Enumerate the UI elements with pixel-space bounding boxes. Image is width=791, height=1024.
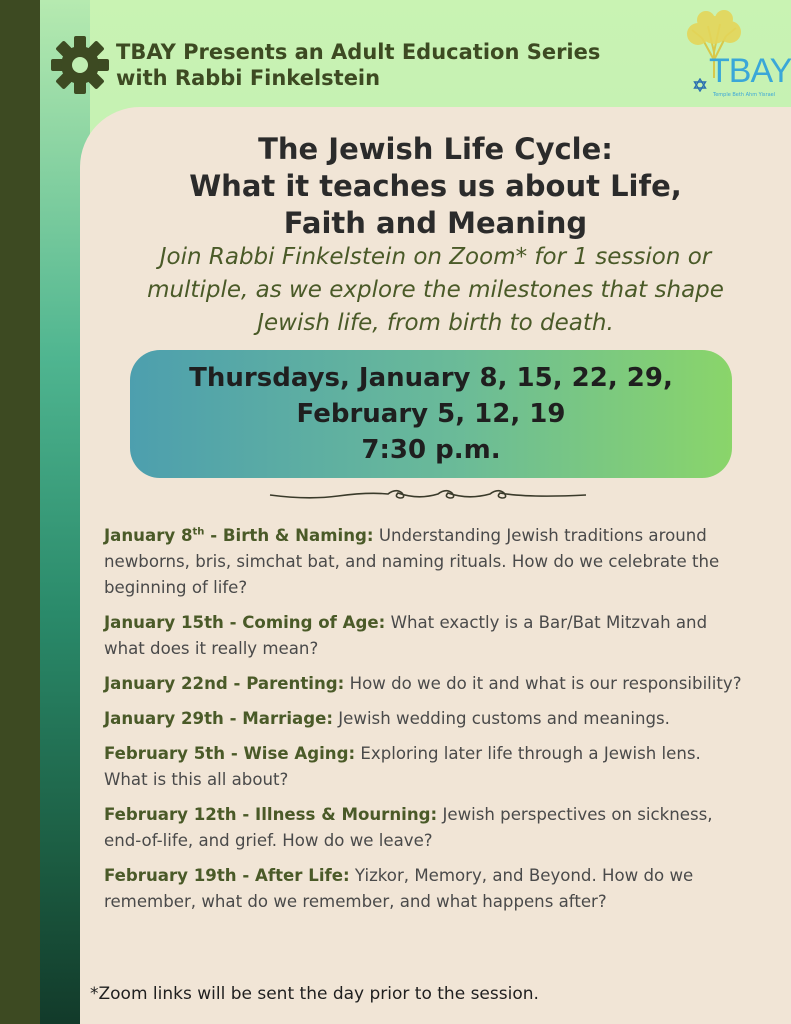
subtitle-line-1: Join Rabbi Finkelstein on Zoom* for 1 session or [159,244,712,270]
list-item: February 19th - After Life: Yizkor, Memory, and Beyond. How do we remember, what do we remember, and what happens after? [104,866,694,911]
header-title [116,39,600,91]
subtitle-line-3: Jewish life, from birth to death. [257,310,614,336]
header-line-2: with Rabbi Finkelstein [116,66,381,90]
title-line-2: What it teaches us about Life, [189,169,682,203]
title-line-1: The Jewish Life Cycle: [258,132,613,166]
star-of-david-icon [693,78,707,92]
title-line-3: Faith and Meaning [283,206,588,240]
header-line-1: TBAY Presents an Adult Education Series [116,40,601,64]
logo-wordmark: TBAY [709,52,791,90]
schedule-line-1: Thursdays, January 8, 15, 22, 29, [189,363,673,393]
footnote: *Zoom links will be sent the day prior to the session. [90,984,539,1004]
schedule-time: 7:30 p.m. [361,435,501,465]
gear-icon [50,35,110,95]
decorative-divider [268,484,588,506]
list-item: January 22nd - Parenting: How do we do it and what is our responsibility? [104,674,742,693]
page-title [80,131,791,242]
subtitle-line-2: multiple, as we explore the milestones that shape [147,277,724,303]
schedule-banner [130,350,732,478]
header [50,30,650,100]
list-item: January 29th - Marriage: Jewish wedding customs and meanings. [104,709,670,728]
list-item: January 15th - Coming of Age: What exactly is a Bar/Bat Mitzvah and what does it really mean? [104,613,708,658]
list-item: February 5th - Wise Aging: Exploring later life through a Jewish lens. What is this all about? [104,744,701,789]
list-item: January 8th - Birth & Naming: Understanding Jewish traditions around newborns, bris, simchat bat, and naming rituals. How do we celebrate the beginning of life? [104,526,720,597]
subtitle [100,241,771,340]
logo-tagline: Temple Beth Ahm Yisrael [713,92,776,98]
left-border-bar [0,0,40,1024]
schedule-line-2: February 5, 12, 19 [296,399,566,429]
content-panel [80,107,791,1024]
topics-list [104,523,744,924]
list-item: February 12th - Illness & Mourning: Jewish perspectives on sickness, end-of-life, and grief. How do we leave? [104,805,713,850]
